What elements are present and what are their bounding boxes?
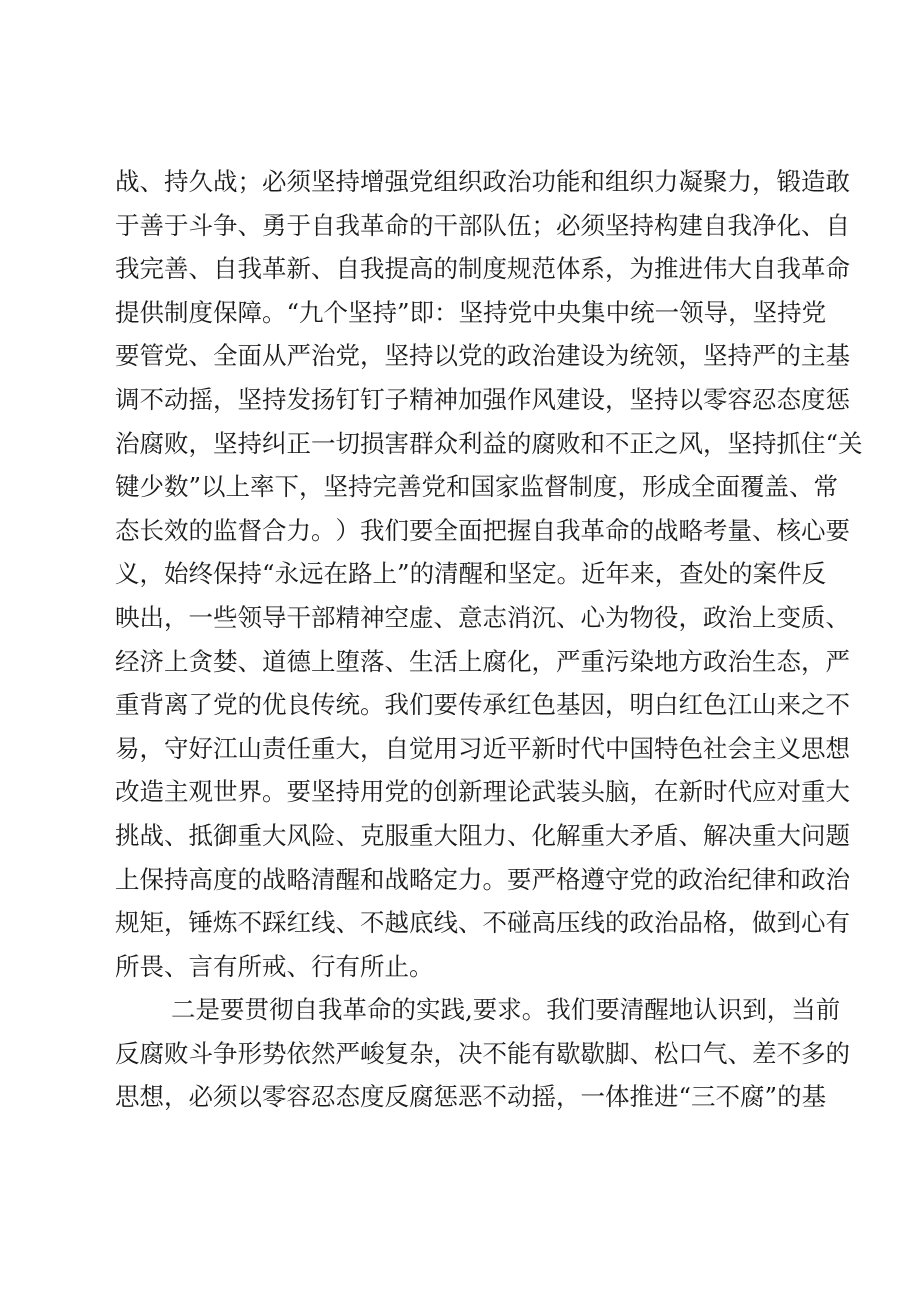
- text-line: 于 善 于 斗 争 、 勇 于 自 我 革 命 的 干 部 队 伍 ； 必 须 坚 持 构 建 自 我 净 化 、 自: [115, 210, 850, 240]
- text-line: 要 管 党 、 全 面 从 严 治 党 ， 坚 持 以 党 的 政 治 建 设 为 统 领 ， 坚 持 严 的 主 基: [115, 341, 850, 371]
- paragraph-first-line: 二 是 要 贯 彻 自 我 革 命 的 实 践 , 要 求 。 我 们 要 清 醒 地 认 识 到 ， 当 前: [171, 995, 841, 1025]
- text-line: 上 保 持 高 度 的 战 略 清 醒 和 战 略 定 力 。 要 严 格 遵 守 党 的 政 治 纪 律 和 政 治: [115, 864, 850, 894]
- text-line: 挑 战 、 抵 御 重 大 风 险 、 克 服 重 大 阻 力 、 化 解 重 大 矛 盾 、 解 决 重 大 问 题: [115, 820, 850, 850]
- text-line: 易 ， 守 好 江 山 责 任 重 大 ， 自 觉 用 习 近 平 新 时 代 中 国 特 色 社 会 主 义 思 想: [115, 733, 850, 763]
- text-line: 战 、 持 久 战 ； 必 须 坚 持 增 强 党 组 织 政 治 功 能 和 组 织 力 凝 聚 力 ， 锻 造 敢: [115, 167, 850, 196]
- text-line: 映 出 ， 一 些 领 导 干 部 精 神 空 虚 、 意 志 消 沉 、 心 为 物 役 ， 政 治 上 变 质 、: [115, 602, 850, 632]
- text-line: 重 背 离 了 党 的 优 良 传 统 。 我 们 要 传 承 红 色 基 因 ， 明 白 红 色 江 山 来 之 不: [115, 690, 850, 720]
- text-line: 调 不 动 摇 ， 坚 持 发 扬 钉 钉 子 精 神 加 强 作 风 建 设 ， 坚 持 以 零 容 忍 态 度 惩: [115, 384, 850, 414]
- text-line: 思 想 ， 必 须 以 零 容 忍 态 度 反 腐 惩 恶 不 动 摇 ， 一 体 推 进 “ 三 不 腐 ” 的 基: [115, 1082, 827, 1112]
- text-line: 态 长 效 的 监 督 合 力 。 ） 我 们 要 全 面 把 握 自 我 革 命 的 战 略 考 量 、 核 心 要: [115, 515, 850, 545]
- text-line: 键 少 数 ” 以 上 率 下 ， 坚 持 完 善 党 和 国 家 监 督 制 度 ， 形 成 全 面 覆 盖 、 常: [115, 472, 839, 502]
- text-line: 治 腐 败 ， 坚 持 纠 正 一 切 损 害 群 众 利 益 的 腐 败 和 不 正 之 风 ， 坚 持 抓 住 “ 关: [115, 428, 863, 458]
- body-text: [115, 160, 863, 1119]
- text-line: 提 供 制 度 保 障 。 “ 九 个 坚 持 ” 即 ： 坚 持 党 中 央 集 中 统 一 领 导 ， 坚 持 党: [115, 297, 827, 327]
- text-line: 改 造 主 观 世 界 。 要 坚 持 用 党 的 创 新 理 论 武 装 头 脑 ， 在 新 时 代 应 对 重 大: [115, 777, 850, 807]
- text-line: 我 完 善 、 自 我 革 新 、 自 我 提 高 的 制 度 规 范 体 系 ， 为 推 进 伟 大 自 我 革 命: [115, 254, 850, 284]
- text-line: 经 济 上 贪 婪 、 道 德 上 堕 落 、 生 活 上 腐 化 ， 严 重 污 染 地 方 政 治 生 态 ， 严: [115, 646, 850, 676]
- text-line: 所畏、言有所戒、行有所止。: [115, 951, 434, 981]
- text-line: 规 矩 ， 锤 炼 不 踩 红 线 、 不 越 底 线 、 不 碰 高 压 线 的 政 治 品 格 ， 做 到 心 有: [115, 908, 850, 938]
- text-line: 义 ， 始 终 保 持 “ 永 远 在 路 上 ” 的 清 醒 和 坚 定 。 近 年 来 ， 查 处 的 案 件 反: [115, 559, 827, 589]
- text-line: 反 腐 败 斗 争 形 势 依 然 严 峻 复 杂 ， 决 不 能 有 歇 歇 脚 、 松 口 气 、 差 不 多 的: [115, 1038, 850, 1068]
